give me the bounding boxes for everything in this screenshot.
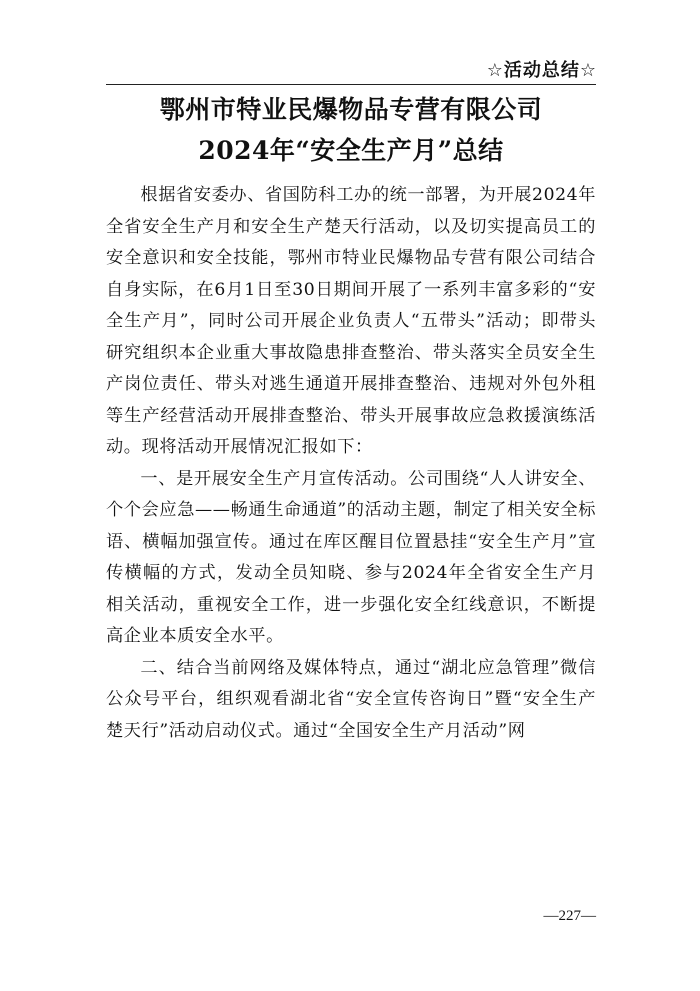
paragraph-section-2: 二、结合当前网络及媒体特点，通过“湖北应急管理”微信公众号平台，组织观看湖北省“安全宣传咨询日”暨“安全生产楚天行”活动启动仪式。通过“全国安全生产月活动”网: [106, 657, 596, 741]
paragraph-section-1: 一、是开展安全生产月宣传活动。公司围绕“人人讲安全、个个会应急——畅通生命通道”的活动主题，制定了相关安全标语、横幅加强宣传。通过在库区醒目位置悬挂“安全生产月”宣传横幅的方式，发动全员知晓、参与2024年全省安全生产月相关活动，重视安全工作，进一步强化安全红线意识，不断提高企业本质安全水平。: [106, 468, 596, 646]
document-body: [106, 180, 596, 747]
paragraph-intro: 根据省安委办、省国防科工办的统一部署，为开展2024年全省安全生产月和安全生产楚天行活动，以及切实提高员工的安全意识和安全技能，鄂州市特业民爆物品专营有限公司结合自身实际，在6月1日至30日期间开展了一系列丰富多彩的“安全生产月”，同时公司开展企业负责人“五带头”活动；即带头研究组织本企业重大事故隐患排查整治、带头落实全员安全生产岗位责任、带头对逃生通道开展排查整治、违规对外包外租等生产经营活动开展排查整治、带头开展事故应急救援演练活动。现将活动开展情况汇报如下：: [106, 185, 596, 457]
page-number: —227—: [543, 908, 596, 924]
document-title-line-1: 鄂州市特业民爆物品专营有限公司: [159, 95, 543, 124]
section-tag: ☆活动总结☆: [486, 60, 597, 81]
document-title-line-2: 2024年“安全生产月”总结: [198, 136, 504, 165]
header-divider: [106, 84, 596, 85]
